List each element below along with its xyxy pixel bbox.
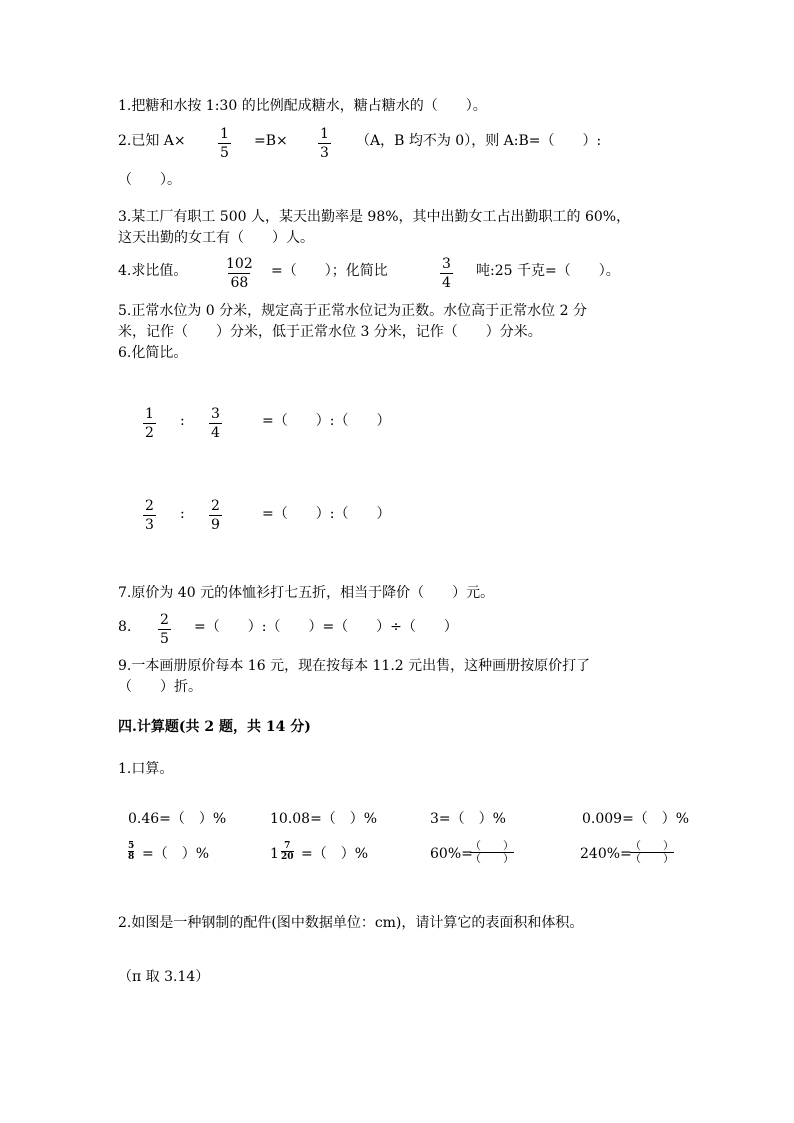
question-2-suffix: （A，B 均不为 0），则 A:B=（ ）: [356,133,602,149]
fraction-numerator: 2 [160,612,169,628]
calc-item: 3=（ ）% [430,811,506,827]
fraction-numerator: 7 [284,841,291,851]
calc-item: 240%= [580,846,632,862]
fraction-numerator: 3 [442,256,451,272]
fraction-denominator: 4 [442,275,451,291]
fraction-three-quarters [440,256,453,291]
fraction-numerator: 2 [211,498,220,514]
fraction-one-fifth [218,126,231,161]
question-4-mid: =（ ）；化简比 [271,263,388,279]
fraction-numerator: （ ） [470,839,514,852]
ratio-answer-row-1: =（ ）:（ ） [262,413,391,429]
ratio-answer-row-2: =（ ）:（ ） [262,506,391,522]
fraction-numerator: 1 [220,126,229,142]
fraction-denominator: 4 [211,425,220,441]
fraction-two-thirds [143,498,156,533]
question-4-prefix: 4.求比值。 [118,263,188,279]
fraction-numerator: 1 [320,126,329,142]
fraction-denominator: 3 [145,517,154,533]
question-4-suffix: 吨:25 千克=（ ）。 [476,263,620,279]
fraction-five-eighths [128,841,134,862]
fraction-denominator: 5 [160,631,169,647]
calc-item: =（ ）% [301,846,369,862]
question-5-line1: 5.正常水位为 0 分米，规定高于正常水位记为正数。水位高于正常水位 2 分 [118,303,587,319]
pi-note: （π 取 3.14） [118,969,210,985]
ratio-colon: : [180,413,185,429]
fraction-numerator: 102 [226,256,253,272]
fraction-one-third [318,126,331,161]
fraction-two-ninths [209,498,222,533]
question-7: 7.原价为 40 元的体恤衫打七五折，相当于降价（ ）元。 [118,585,495,601]
fraction-denominator: 8 [128,852,135,862]
question-2-prefix: 2.已知 A× [118,133,186,149]
question-2-mid: =B× [254,133,288,149]
fraction-seven-twentieths [281,841,294,862]
fraction-denominator: （ ） [630,852,674,865]
blank-fraction [630,840,674,865]
fraction-two-fifths [158,612,171,647]
fraction-numerator: 3 [211,406,220,422]
question-2-line2: （ ）。 [118,172,181,188]
calc-item: 60%= [430,846,473,862]
question-8-rhs: =（ ）:（ ）=（ ）÷（ ） [194,619,458,635]
calc-title: 1.口算。 [118,761,174,777]
fraction-one-half [143,406,156,441]
fraction-102-68 [224,256,255,291]
fraction-denominator: 20 [281,852,294,862]
mixed-number-whole: 1 [270,846,279,862]
question-3-line2: 这天出勤的女工有（ ）人。 [118,230,314,246]
question-1: 1.把糖和水按 1:30 的比例配成糖水，糖占糖水的（ ）。 [118,98,487,114]
question-6-title: 6.化简比。 [118,345,188,361]
question-3-line1: 3.某工厂有职工 500 人，某天出勤率是 98%，其中出勤女工占出勤职工的 60%， [118,209,631,225]
calc-item: 0.009=（ ）% [582,811,690,827]
fraction-denominator: 9 [211,517,220,533]
fraction-denominator: （ ） [470,852,514,865]
fraction-numerator: 2 [145,498,154,514]
fraction-numerator: 1 [145,406,154,422]
fraction-numerator: 5 [128,841,135,851]
question-8-prefix: 8. [118,619,132,635]
ratio-colon: : [180,506,185,522]
fraction-denominator: 2 [145,425,154,441]
calc-item: 10.08=（ ）% [270,811,378,827]
fraction-three-quarters [209,406,222,441]
fraction-numerator: （ ） [630,839,674,852]
section-heading: 四.计算题(共 2 题，共 14 分) [118,719,311,735]
blank-fraction [470,840,514,865]
fraction-denominator: 68 [230,275,249,291]
question-5-line2: 米，记作（ ）分米，低于正常水位 3 分米，记作（ ）分米。 [118,324,542,340]
fraction-denominator: 3 [320,145,329,161]
calc-item: 0.46=（ ）% [128,811,227,827]
question-9-line1: 9.一本画册原价每本 16 元，现在按每本 11.2 元出售，这种画册按原价打了 [118,658,591,674]
question-9-line2: （ ）折。 [118,679,202,695]
calc-question-2: 2.如图是一种钢制的配件(图中数据单位：cm)，请计算它的表面积和体积。 [118,915,584,931]
calc-item: =（ ）% [142,846,210,862]
fraction-denominator: 5 [220,145,229,161]
